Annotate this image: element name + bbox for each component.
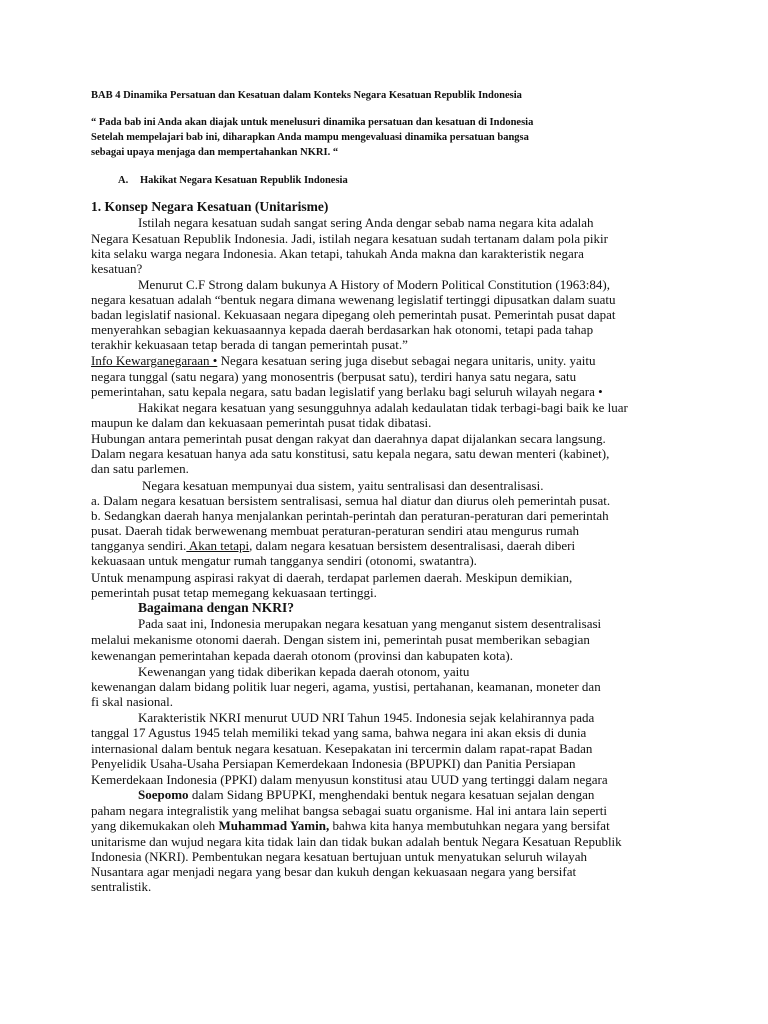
list-item-a: a. Dalam negara kesatuan bersistem sentralisasi, semua hal diatur dan diurus oleh pemerintah pusat.: [91, 493, 611, 508]
paragraph-line: Dalam negara kesatuan hanya ada satu konstitusi, satu kepala negara, satu dewan menteri (kabinet),: [91, 446, 610, 461]
info-label: Info Kewarganegaraan •: [91, 353, 218, 368]
underlined-text: Akan tetapi: [186, 538, 250, 553]
paragraph-line: internasional dalam bentuk negara kesatuan. Kesepakatan ini tercermin dalam rapat-rapat Badan: [91, 741, 593, 756]
paragraph-line: negara kesatuan adalah “bentuk negara dimana wewenang legislatif tertinggi dipusatkan dalam suatu: [91, 292, 616, 307]
paragraph-line: menyerahkan sebagian kekuasaannya kepada daerah berdasarkan hak otonomi, tetapi pada tahap: [91, 322, 594, 337]
paragraph-line: [91, 538, 575, 553]
paragraph-line: Nusantara agar menjadi negara yang besar dan kukuh dengan kekuasaan negara yang bersifat: [91, 864, 577, 879]
paragraph-line: negara tunggal (satu negara) yang monosentris (berpusat satu), terdiri hanya satu negara, satu: [91, 369, 577, 384]
paragraph-line: fi skal nasional.: [91, 694, 173, 709]
intro-line: Setelah mempelajari bab ini, diharapkan Anda mampu mengevaluasi dinamika persatuan bangsa: [91, 132, 529, 143]
text-span: dalam Sidang BPUPKI, menghendaki bentuk negara kesatuan sejalan dengan: [188, 787, 595, 802]
paragraph-line: melalui mekanisme otonomi daerah. Dengan sistem ini, pemerintah pusat memberikan sebagian: [91, 632, 590, 647]
info-line: [91, 353, 596, 368]
paragraph-line: unitarisme dan wujud negara kita tidak lain dan tidak bukan adalah bentuk Negara Kesatuan Republik: [91, 834, 622, 849]
paragraph-line: kesatuan?: [91, 261, 143, 276]
paragraph-line: Indonesia (NKRI). Pembentukan negara kesatuan bertujuan untuk menyatukan seluruh wilayah: [91, 849, 588, 864]
paragraph-line: terakhir kekuasaan tetap berada di tangan pemerintah pusat.”: [91, 337, 408, 352]
text-span: , dalam negara kesatuan bersistem desentralisasi, daerah diberi: [249, 538, 576, 553]
heading-konsep: 1. Konsep Negara Kesatuan (Unitarisme): [91, 199, 329, 214]
paragraph-line: Hubungan antara pemerintah pusat dengan rakyat dan daerahnya dapat dijalankan secara langsung.: [91, 431, 606, 446]
section-title: Hakikat Negara Kesatuan Republik Indonesia: [140, 175, 348, 186]
intro-line: sebagai upaya menjaga dan mempertahankan NKRI. “: [91, 147, 339, 158]
list-item-b: b. Sedangkan daerah hanya menjalankan perintah-perintah dan peraturan-peraturan dari pemerintah: [91, 508, 609, 523]
paragraph-line: Negara Kesatuan Republik Indonesia. Jadi, istilah negara kesatuan sudah tertanam dalam pola pikir: [91, 231, 608, 246]
paragraph-line: Kewenangan yang tidak diberikan kepada daerah otonom, yaitu: [138, 664, 470, 679]
paragraph-line: Pada saat ini, Indonesia merupakan negara kesatuan yang menganut sistem desentralisasi: [138, 616, 602, 631]
paragraph-line: dan satu parlemen.: [91, 461, 189, 476]
paragraph-line: [91, 818, 610, 833]
paragraph-line: kekuasaan untuk mengatur rumah tangganya sendiri (otonomi, swatantra).: [91, 553, 477, 568]
paragraph-line: kewenangan dalam bidang politik luar negeri, agama, yustisi, pertahanan, keamanan, moneter dan: [91, 679, 601, 694]
info-text: Negara kesatuan sering juga disebut sebagai negara unitaris, unity. yaitu: [217, 353, 596, 368]
intro-line: “ Pada bab ini Anda akan diajak untuk menelusuri dinamika persatuan dan kesatuan di Indonesia: [91, 117, 534, 128]
paragraph-line: Hakikat negara kesatuan yang sesungguhnya adalah kedaulatan tidak terbagi-bagi baik ke luar: [138, 400, 628, 415]
text-span: tangganya sendiri.: [91, 538, 187, 553]
paragraph-line: [138, 787, 594, 802]
paragraph-line: Negara kesatuan mempunyai dua sistem, yaitu sentralisasi dan desentralisasi.: [142, 478, 544, 493]
paragraph-line: maupun ke dalam dan kekuasaan pemerintah pusat tidak dibatasi.: [91, 415, 432, 430]
paragraph-line: pemerintah pusat tetap memegang kekuasaan tertinggi.: [91, 585, 377, 600]
paragraph-line: Karakteristik NKRI menurut UUD NRI Tahun 1945. Indonesia sejak kelahirannya pada: [138, 710, 595, 725]
paragraph-line: kita selaku warga negara Indonesia. Akan tetapi, tahukah Anda makna dan karakteristik negara: [91, 246, 584, 261]
paragraph-line: Untuk menampung aspirasi rakyat di daerah, terdapat parlemen daerah. Meskipun demikian,: [91, 570, 573, 585]
paragraph-line: badan legislatif nasional. Kekuasaan negara dipegang oleh pemerintah pusat. Pemerintah pusat dapat: [91, 307, 616, 322]
paragraph-line: pusat. Daerah tidak berwewenang membuat peraturan-peraturan sendiri atau mengurus rumah: [91, 523, 580, 538]
text-span: bahwa kita hanya membutuhkan negara yang bersifat: [329, 818, 610, 833]
paragraph-line: kewenangan pemerintahan kepada daerah otonom (provinsi dan kabupaten kota).: [91, 648, 513, 663]
heading-nkri: Bagaimana dengan NKRI?: [138, 600, 295, 615]
paragraph-line: Kemerdekaan Indonesia (PPKI) dalam menyusun konstitusi atau UUD yang tertinggi dalam negara: [91, 772, 608, 787]
text-span: yang dikemukakan oleh: [91, 818, 219, 833]
paragraph-line: sentralistik.: [91, 879, 152, 894]
bold-name: Muhammad Yamin,: [218, 818, 330, 833]
paragraph-line: tanggal 17 Agustus 1945 telah memiliki tekad yang sama, bahwa negara ini akan eksis di dunia: [91, 725, 587, 740]
paragraph-line: Penyelidik Usaha-Usaha Persiapan Kemerdekaan Indonesia (BPUPKI) dan Panitia Persiapan: [91, 756, 576, 771]
bold-name: Soepomo: [138, 787, 189, 802]
paragraph-line: Istilah negara kesatuan sudah sangat sering Anda dengar sebab nama negara kita adalah: [138, 215, 594, 230]
paragraph-line: pemerintahan, satu kepala negara, satu badan legislatif yang berlaku bagi seluruh wilayah negara •: [91, 384, 603, 399]
chapter-title: BAB 4 Dinamika Persatuan dan Kesatuan dalam Konteks Negara Kesatuan Republik Indonesia: [91, 90, 522, 101]
paragraph-line: paham negara integralistik yang melihat bangsa sebagai suatu organisme. Hal ini antara lain seperti: [91, 803, 607, 818]
paragraph-line: Menurut C.F Strong dalam bukunya A History of Modern Political Constitution (1963:84),: [138, 277, 610, 292]
section-marker: A.: [118, 175, 129, 186]
